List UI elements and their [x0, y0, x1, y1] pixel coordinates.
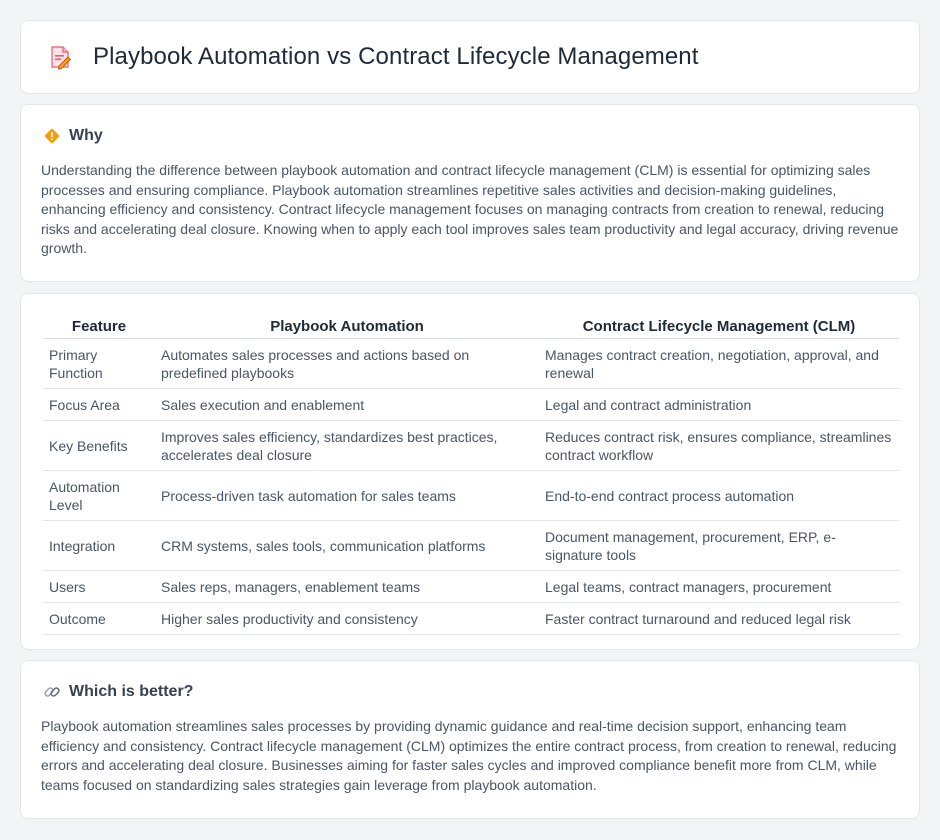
why-header — [43, 127, 899, 145]
row-playbook-value: Improves sales efficiency, standardizes best practices, accelerates deal closure — [155, 421, 539, 471]
which-better-section — [20, 660, 920, 819]
row-feature: Primary Function — [43, 339, 155, 389]
why-section — [20, 104, 920, 282]
row-playbook-value: CRM systems, sales tools, communication platforms — [155, 521, 539, 571]
row-feature: Focus Area — [43, 389, 155, 421]
row-playbook-value: Sales execution and enablement — [155, 389, 539, 421]
row-feature: Users — [43, 571, 155, 603]
diamond-warning-icon — [43, 127, 61, 145]
row-clm-value: Manages contract creation, negotiation, approval, and renewal — [539, 339, 899, 389]
row-feature: Outcome — [43, 603, 155, 635]
comparison-section — [20, 293, 920, 650]
row-playbook-value: Sales reps, managers, enablement teams — [155, 571, 539, 603]
table-row — [43, 421, 899, 471]
header-playbook-automation: Playbook Automation — [155, 316, 539, 339]
header-feature: Feature — [43, 316, 155, 339]
table-row — [43, 521, 899, 571]
table-header-row — [43, 316, 899, 339]
row-clm-value: Legal teams, contract managers, procurement — [539, 571, 899, 603]
row-clm-value: Reduces contract risk, ensures compliance, streamlines contract workflow — [539, 421, 899, 471]
row-clm-value: Document management, procurement, ERP, e-signature tools — [539, 521, 899, 571]
document-pencil-icon — [47, 44, 73, 70]
row-playbook-value: Higher sales productivity and consistency — [155, 603, 539, 635]
table-row — [43, 471, 899, 521]
table-row — [43, 571, 899, 603]
row-clm-value: Faster contract turnaround and reduced legal risk — [539, 603, 899, 635]
table-row — [43, 389, 899, 421]
row-playbook-value: Automates sales processes and actions based on predefined playbooks — [155, 339, 539, 389]
table-row — [43, 339, 899, 389]
page-title: Playbook Automation vs Contract Lifecycle Management — [93, 43, 699, 70]
table-row — [43, 603, 899, 635]
better-paragraph: Playbook automation streamlines sales processes by providing dynamic guidance and real-time decision support, enhancing team efficiency and consistency. Contract lifecycle management (CLM) optimizes the entire contract process, from creation to renewal, reducing errors and accelerating deal closure. Businesses aiming for faster sales cycles and improved compliance benefit more from CLM, while teams focused on standardizing sales strategies gain leverage from playbook automation. — [41, 718, 897, 793]
why-heading: Why — [69, 127, 103, 144]
link-icon — [43, 683, 61, 701]
row-playbook-value: Process-driven task automation for sales teams — [155, 471, 539, 521]
better-header — [43, 683, 899, 701]
better-heading: Which is better? — [69, 683, 194, 700]
row-feature: Integration — [43, 521, 155, 571]
row-feature: Key Benefits — [43, 421, 155, 471]
row-clm-value: End-to-end contract process automation — [539, 471, 899, 521]
header-clm: Contract Lifecycle Management (CLM) — [539, 316, 899, 339]
comparison-table — [43, 316, 899, 635]
title-card — [20, 20, 920, 94]
row-feature: Automation Level — [43, 471, 155, 521]
why-paragraph: Understanding the difference between playbook automation and contract lifecycle management (CLM) is essential for optimizing sales processes and ensuring compliance. Playbook automation streamlines repetitive sales activities and decision-making guidelines, enhancing efficiency and consistency. Contract lifecycle management focuses on managing contracts from creation to renewal, reducing risks and accelerating deal closure. Knowing when to apply each tool improves sales team productivity and legal accuracy, driving revenue growth. — [41, 162, 899, 257]
row-clm-value: Legal and contract administration — [539, 389, 899, 421]
